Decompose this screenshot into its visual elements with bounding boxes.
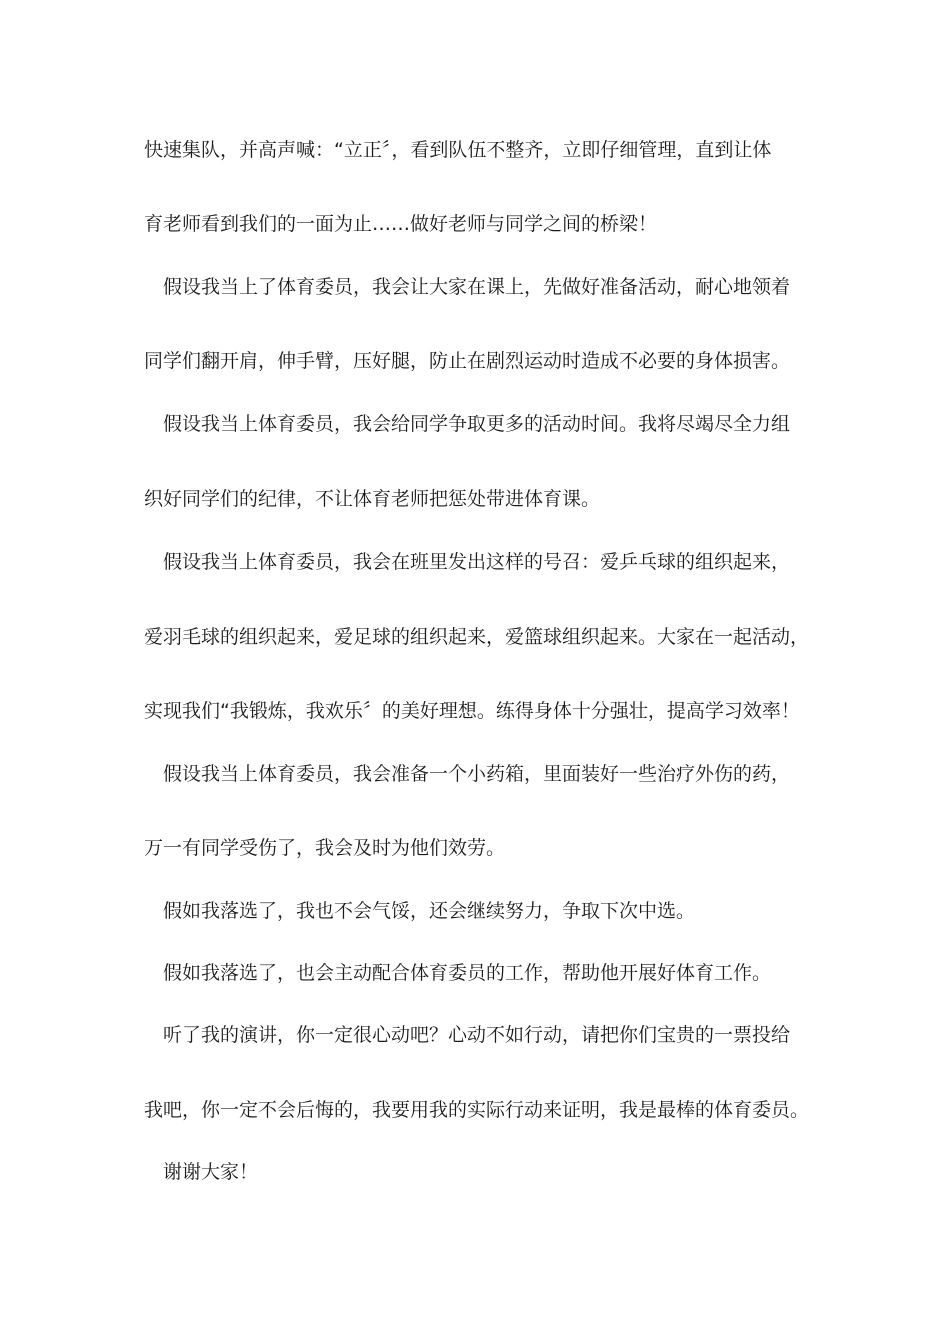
text-line: 假如我落选了，我也不会气馁，还会继续努力，争取下次中选。 bbox=[163, 900, 696, 922]
text-line: 万一有同学受伤了，我会及时为他们效劳。 bbox=[144, 837, 506, 859]
text-line: 实现我们“我锻炼，我欢乐〞的美好理想。练得身体十分强壮，提高学习效率！ bbox=[144, 700, 800, 722]
text-line: 假设我当上体育委员，我会准备一个小药箱，里面装好一些治疗外伤的药， bbox=[163, 763, 791, 785]
text-line: 假设我当上了体育委员，我会让大家在课上，先做好准备活动，耐心地领着 bbox=[163, 276, 791, 298]
text-line: 假如我落选了，也会主动配合体育委员的工作，帮助他开展好体育工作。 bbox=[163, 962, 772, 984]
text-line: 育老师看到我们的一面为止……做好老师与同学之间的桥梁！ bbox=[144, 213, 658, 235]
text-line: 我吧，你一定不会后悔的，我要用我的实际行动来证明，我是最棒的体育委员。 bbox=[144, 1099, 810, 1121]
text-line: 假设我当上体育委员，我会在班里发出这样的号召：爱乒乓球的组织起来， bbox=[163, 551, 791, 573]
text-line: 同学们翻开肩，伸手臂，压好腿，防止在剧烈运动时造成不必要的身体损害。 bbox=[144, 350, 791, 372]
text-line: 听了我的演讲，你一定很心动吧？心动不如行动，请把你们宝贵的一票投给 bbox=[163, 1024, 791, 1046]
text-line: 快速集队，并高声喊：“立正〞，看到队伍不整齐，立即仔细管理，直到让体 bbox=[144, 139, 772, 161]
text-line: 爱羽毛球的组织起来，爱足球的组织起来，爱篮球组织起来。大家在一起活动， bbox=[144, 626, 810, 648]
text-line: 织好同学们的纪律，不让体育老师把惩处带进体育课。 bbox=[144, 488, 601, 510]
text-line: 假设我当上体育委员，我会给同学争取更多的活动时间。我将尽竭尽全力组 bbox=[163, 413, 791, 435]
text-line: 谢谢大家！ bbox=[163, 1161, 259, 1183]
